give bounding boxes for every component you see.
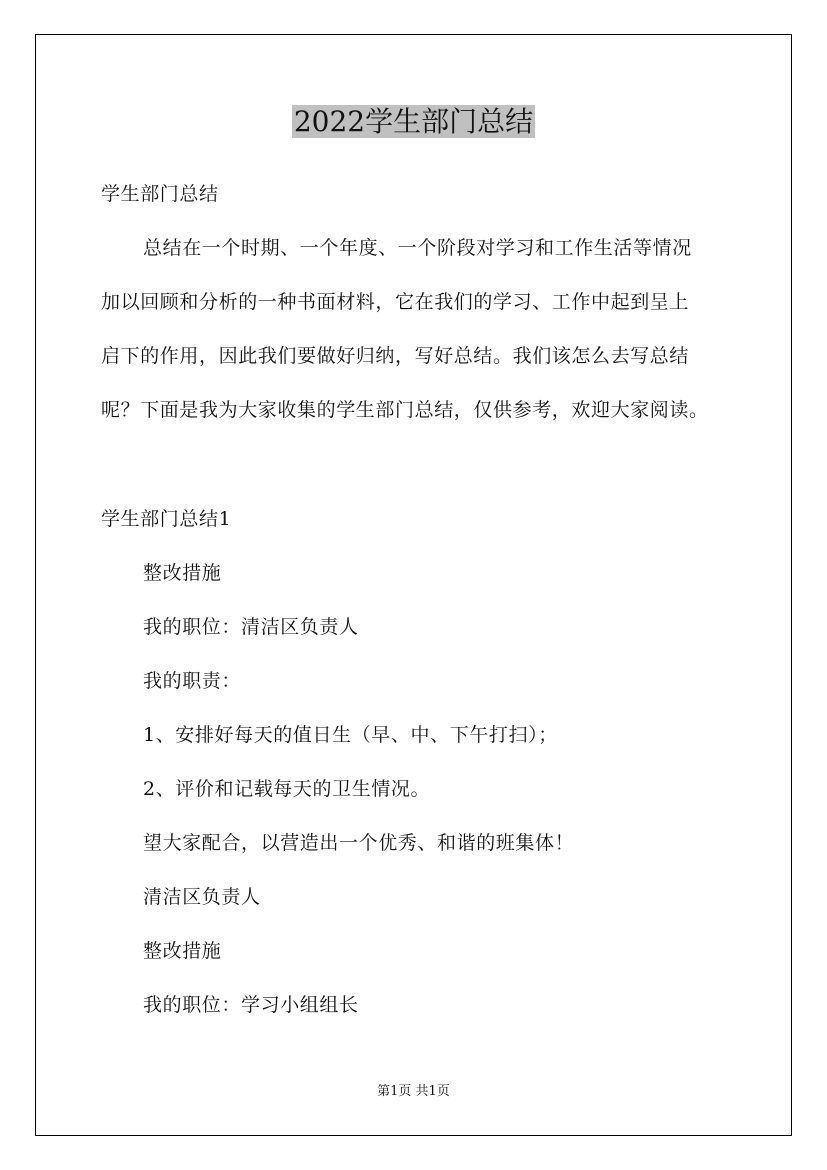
document-subtitle: 学生部门总结 <box>101 183 219 205</box>
paragraph-line: 我的职位：清洁区负责人 <box>143 616 359 638</box>
paragraph-line: 我的职责： <box>143 670 242 692</box>
paragraph-line: 清洁区负责人 <box>143 886 261 908</box>
intro-line-3: 启下的作用，因此我们要做好归纳，写好总结。我们该怎么去写总结 <box>101 345 690 367</box>
document-title-text: 2022学生部门总结 <box>293 105 534 138</box>
intro-line-2: 加以回顾和分析的一种书面材料，它在我们的学习、工作中起到呈上 <box>101 291 690 313</box>
paragraph-line: 整改措施 <box>143 940 222 962</box>
page-footer: 第1页 共1页 <box>377 1084 450 1099</box>
paragraph-line: 我的职位：学习小组组长 <box>143 994 359 1016</box>
intro-line-4: 呢？下面是我为大家收集的学生部门总结，仅供参考，欢迎大家阅读。 <box>101 399 709 421</box>
paragraph-line: 整改措施 <box>143 562 222 584</box>
paragraph-line: 望大家配合，以营造出一个优秀、和谐的班集体！ <box>143 832 575 854</box>
section-heading: 学生部门总结1 <box>101 508 232 530</box>
paragraph-line: 1、安排好每天的值日生（早、中、下午打扫）； <box>143 724 558 746</box>
intro-line-1: 总结在一个时期、一个年度、一个阶段对学习和工作生活等情况 <box>143 237 692 259</box>
paragraph-line: 2、评价和记载每天的卫生情况。 <box>143 778 431 800</box>
document-title <box>0 104 827 140</box>
